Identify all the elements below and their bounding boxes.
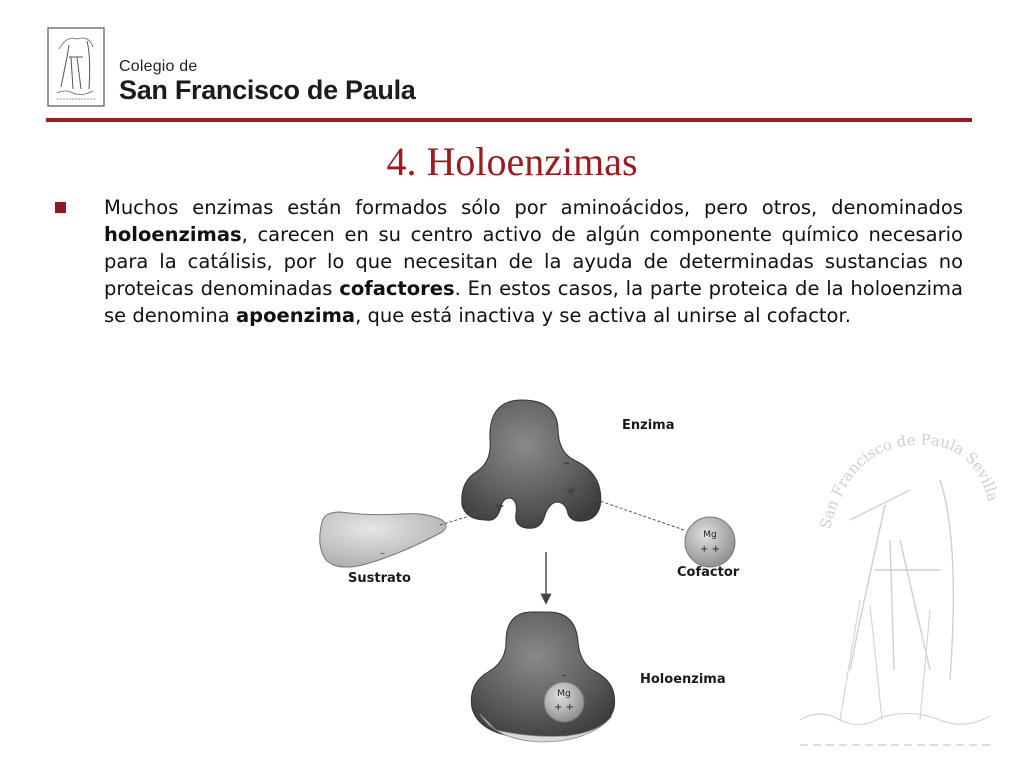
watermark-sketch (790, 420, 1010, 765)
saint-sketch-logo-icon (47, 27, 105, 107)
saint-sketch-watermark-icon (790, 420, 1010, 765)
square-bullet-icon (55, 202, 66, 213)
school-name-line2: San Francisco de Paula (119, 75, 416, 105)
school-logo (47, 27, 105, 107)
label-enzima: Enzima (622, 418, 675, 433)
watermark-text: San Francisco de Paula Sevilla (816, 430, 1003, 531)
slide-title (0, 138, 1024, 185)
enzyme-minus-sign: – (564, 456, 570, 469)
cofactor-ion-charge: + + (700, 544, 720, 555)
school-name-line1: Colegio de (119, 58, 198, 75)
paragraph-part-1: Muchos enzimas están formados sólo por aminoácidos, pero otros, denominados (104, 196, 963, 219)
term-cofactores: cofactores (339, 277, 455, 300)
holoenzyme-minus-bottom: – (561, 726, 567, 737)
holoenzyme-shape (471, 612, 614, 742)
label-sustrato: Sustrato (348, 571, 411, 586)
paragraph-part-4: , que está inactiva y se activa al unirse al cofactor. (355, 304, 851, 327)
holoenzyme-ion-symbol: Mg (557, 689, 571, 699)
label-cofactor: Cofactor (677, 565, 740, 580)
substrate-minus-sign: – (380, 548, 385, 559)
slide-title-text: 4. Holoenzimas (386, 139, 638, 184)
cofactor-ion-symbol: Mg (703, 530, 717, 540)
enzyme-shape (462, 400, 601, 528)
bullet-paragraph (104, 194, 963, 329)
paragraph-part-3: . En estos casos, la parte proteica de la holoenzima se denomina (104, 277, 963, 327)
term-holoenzimas: holoenzimas (104, 223, 242, 246)
term-apoenzima: apoenzima (235, 304, 356, 327)
header-divider (46, 118, 972, 122)
label-holoenzima: Holoenzima (640, 672, 726, 687)
holoenzyme-diagram (300, 380, 770, 765)
paragraph-part-2: , carecen en su centro activo de algún componente químico necesario para la catálisis, por lo que necesitan de la ayuda de determinadas sustancias no proteicas denominadas (104, 223, 963, 300)
cofactor-shape (685, 517, 735, 567)
holoenzyme-minus-top: – (561, 670, 567, 681)
substrate-shape (320, 512, 446, 567)
holoenzyme-ion-charge: + + (554, 702, 574, 713)
